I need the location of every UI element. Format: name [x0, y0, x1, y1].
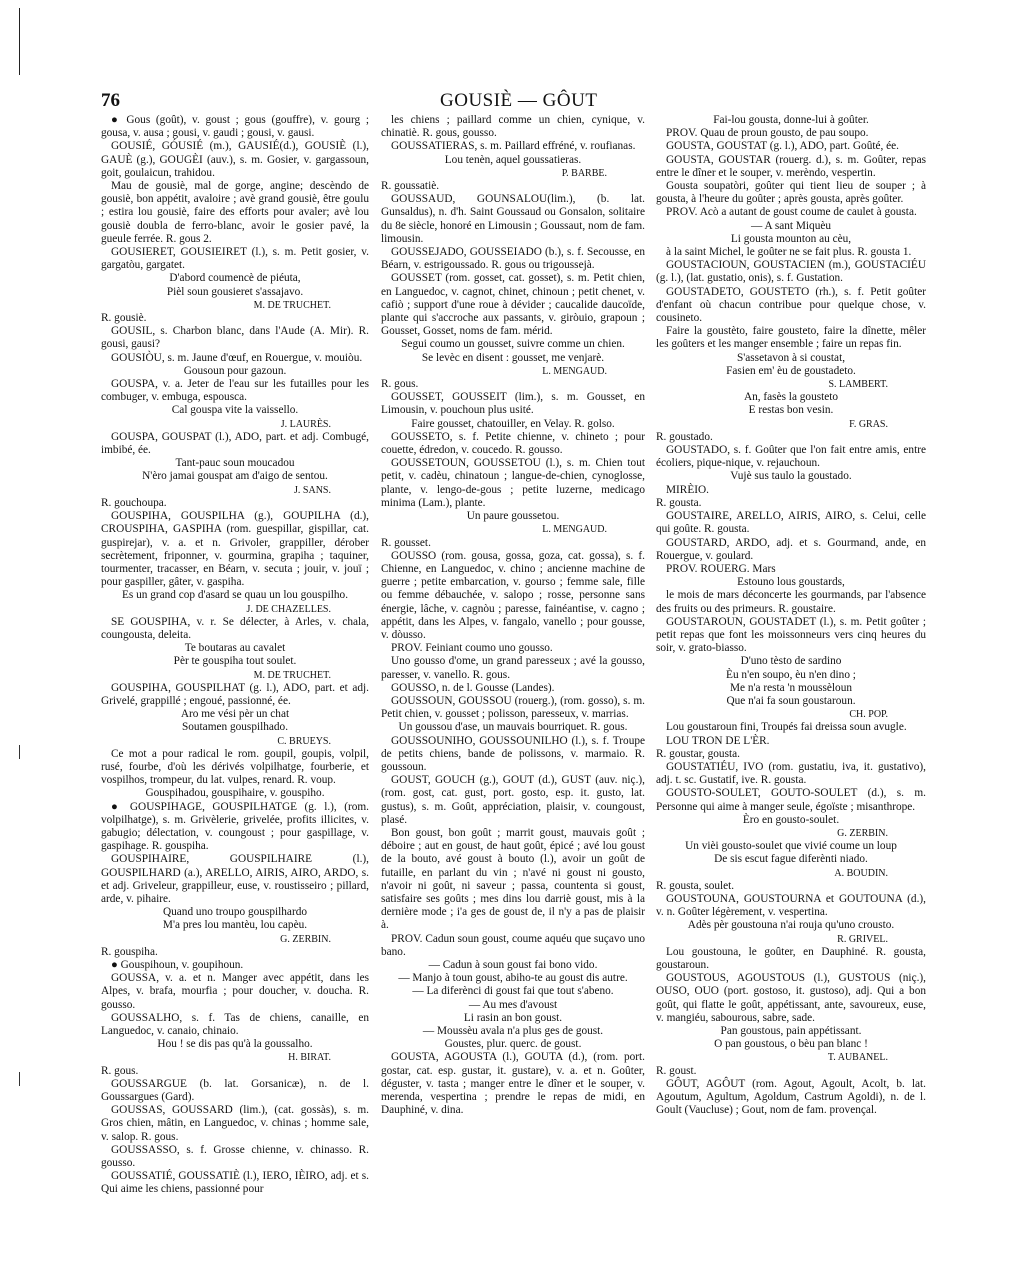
dictionary-entry: Lou goustouna, le goûter, en Dauphiné. R. gousta, goustaroun. — [656, 945, 926, 971]
dictionary-entry: Cal gouspa vite la vaissello. — [171, 404, 299, 417]
dictionary-entry: Lou goustaroun fini, Troupés fai dreissa soun avugle. — [666, 721, 907, 734]
dictionary-entry: GOUSSALHO, s. f. Tas de chiens, canaille, en Languedoc, v. canaio, chinaio. — [101, 1011, 369, 1038]
dictionary-entry: LOU TRON DE L'ÈR. — [666, 734, 770, 747]
dictionary-entry: Un vièi gousto-soulet que vivié coume un loup — [685, 840, 897, 853]
dictionary-entry: — Au mes d'avoust — [468, 998, 558, 1011]
dictionary-entry: SE GOUSPIHA, v. r. Se délecter, à Arles, v. chala, coungousta, deleita. — [101, 615, 369, 641]
dictionary-entry: GOUSTOUNA, GOUSTOURNA et GOUTOUNA (d.), v. n. Goûter légèrement, v. vespertina. — [656, 892, 926, 919]
dictionary-entry: Es un grand cop d'asard se quau un lou gouspilho. — [121, 589, 349, 602]
dictionary-entry: ● Gouspihoun, v. goupihoun. — [111, 959, 244, 971]
dictionary-entry: Te boutaras au cavalet — [184, 642, 286, 655]
dictionary-entry: GOUSPIHA, GOUSPILHAT (g. l.), ADO, part. et adj. Grivelé, grappillé ; engoué, passionné, ée. — [101, 681, 369, 707]
dictionary-entry: Tant-pauc soun moucadou — [175, 457, 295, 470]
dictionary-entry: GOUSSET, GOUSSEIT (lim.), s. m. Gousset, en Limousin, v. pouchoun plus usité. — [381, 391, 645, 417]
dictionary-entry: GOUSSOUNIHO, GOUSSOUNILHO (l.), s. f. Troupe de petits chiens, bande de polissons, v. marmaio. R. goussoun. — [381, 734, 645, 773]
dictionary-entry: Pan goustous, pain appétissant. — [720, 1025, 862, 1038]
dictionary-entry: R. goussatiè. — [381, 180, 440, 193]
dictionary-entry: Mau de gousiè, mal de gorge, angine; descèndo de gousiè, bon appétit, avaloire ; avè grand gousiè, être goulu ; estira lou gousiè, faire des efforts pour avaler; avè lou gousiè doubla de ferro-blanc, avoir le gosier pavé, la gueule ferrée. R. gous 2. — [101, 180, 369, 245]
dictionary-entry: GOUSTARD, ARDO, adj. et s. Gourmand, ande, en Rouergue, v. goulard. — [656, 536, 926, 562]
dictionary-entry: GOUSSARGUE (b. lat. Gorsanicæ), n. de l. Goussargues (Gard). — [101, 1077, 369, 1104]
dictionary-entry: Un goussou d'ase, un mauvais bourriquet. R. gous. — [398, 721, 628, 734]
running-head: GOUSIÈ — GÔUT — [440, 90, 598, 111]
dictionary-entry: R. gousta. — [656, 496, 702, 509]
dictionary-entry: E restas bon vesin. — [748, 404, 834, 417]
dictionary-entry: R. gousset. — [381, 536, 431, 549]
dictionary-entry: Fai-lou gousta, donne-lui à goûter. — [713, 114, 869, 126]
dictionary-entry: GOUST, GOUCH (g.), GOUT (d.), GUST (auv. niç.), (rom. gost, cat. gust, port. gosto, esp. it. gusto, lat. gustus), s. m. Goût, appréciation, plaisir, v. coungoust, plasé. — [381, 774, 645, 826]
dictionary-entry: Li rasin an bon goust. — [463, 1011, 563, 1024]
dictionary-entry: N'èro jamai gouspat am d'aigo de sentou. — [142, 470, 328, 483]
dictionary-entry: G. ZERBIN. — [280, 933, 331, 945]
dictionary-entry: Faire gousset, chatouiller, en Velay. R. golso. — [411, 417, 615, 430]
dictionary-entry: GOUSTACIOUN, GOUSTACIEN (m.), GOUSTACIÉU (g. l.), (lat. gustatio, onis), s. f. Gustation. — [656, 259, 926, 285]
dictionary-entry: Vujè sus taulo la goustado. — [730, 470, 852, 483]
dictionary-entry: Me n'a resta 'n moussèloun — [729, 681, 853, 694]
dictionary-entry: Adès pèr goustouna n'ai rouja qu'uno crousto. — [687, 919, 895, 932]
dictionary-entry: R. GRIVEL. — [837, 933, 888, 945]
dictionary-entry: R. goust. — [656, 1064, 697, 1077]
dictionary-entry: GOUSSAS, GOUSSARD (lim.), (cat. gossàs), s. m. Gros chien, mâtin, en Languedoc, v. chinas ; homme sale, v. salop. R. gous. — [101, 1104, 369, 1143]
dictionary-entry: M. DE TRUCHET. — [253, 299, 331, 311]
dictionary-entry: A. BOUDIN. — [834, 867, 888, 879]
dictionary-entry: Segui coumo un gousset, suivre comme un chien. — [401, 338, 625, 351]
dictionary-entry: — La diferènci di goust fai que tout s'abeno. — [412, 985, 614, 998]
dictionary-entry: GOUSSET (rom. gosset, cat. gosset), s. m. Petit chien, en Languedoc, v. cagnot, chinet, chinoun ; petit chenet, v. cafiò ; support d'une roue à dévider ; caucalide daucoïde, plante qui s'accroche aux passants, v. giròuio, grapoun ; Gousset, Gosset, noms de fam. mérid. — [381, 272, 645, 338]
margin-rule — [19, 8, 20, 75]
dictionary-entry: Fasien em' èu de goustadeto. — [726, 364, 856, 377]
dictionary-entry: Èu n'en soupo, èu n'en dino ; — [726, 668, 856, 681]
dictionary-entry: J. LAURÈS. — [280, 418, 331, 430]
dictionary-entry: GOUSSOUN, GOUSSOU (rouerg.), (rom. gosso), s. m. Petit chien, v. gousset ; polisson, paresseux, v. marrias. — [381, 694, 645, 721]
dictionary-entry: Hou ! se dis pas qu'à la goussalho. — [157, 1038, 313, 1051]
dictionary-entry: Li gousta mounton au cèu, — [730, 232, 852, 245]
dictionary-entry: — Moussèu avala n'a plus ges de goust. — [422, 1025, 604, 1038]
dictionary-entry: Un paure goussetou. — [466, 510, 560, 523]
margin-tick — [19, 745, 20, 759]
dictionary-entry: GOUSSASSO, s. f. Grosse chienne, v. chinasso. R. gousso. — [101, 1143, 369, 1170]
dictionary-entry: GOUSPA, v. a. Jeter de l'eau sur les futailles pour les combuger, v. embuga, espousca. — [101, 378, 369, 404]
dictionary-entry: — Cadun à soun goust fai bono vido. — [428, 959, 598, 971]
dictionary-entry: J. SANS. — [294, 484, 331, 496]
dictionary-entry: O pan goustous, o bèu pan blanc ! — [714, 1038, 868, 1051]
dictionary-entry: ● Gous (goût), v. goust ; gous (gouffre), v. gourg ; gousa, v. ausa ; gousi, v. gaudi ; gousi, v. gausi. — [101, 114, 369, 140]
dictionary-entry: GÔUT, AGÔUT (rom. Agout, Agoult, Acolt, b. lat. Agoutum, Agultum, Agoldum, Castrum Agoldi), n. de l. Goult (Vaucluse) ; Gout, nom de fam. provençal. — [656, 1077, 926, 1117]
page-number: 76 — [101, 90, 120, 111]
dictionary-entry: J. DE CHAZELLES. — [246, 603, 331, 615]
dictionary-entry: GOUSTAROUN, GOUSTADET (l.), s. m. Petit goûter ; petit repas que font les moissonneurs vers cinq heures du soir, v. grato-biasso. — [656, 615, 926, 655]
dictionary-entry: L. MENGAUD. — [542, 365, 607, 377]
dictionary-entry: ● GOUSPIHAGE, GOUSPILHATGE (g. l.), (rom. volpilhatge), s. m. Grivèlerie, grivelée, profits illicites, v. gabugio; délectation, v. coungoust ; pour gaspillage, v. gaspihage. R. gouspiha. — [101, 800, 369, 853]
dictionary-entry: GOUSSATIÉ, GOUSSATIÈ (l.), IERO, IÈIRO, adj. et s. Qui aime les chiens, passionné pour — [101, 1170, 369, 1196]
dictionary-entry: Estouno lous goustards, — [737, 576, 845, 589]
dictionary-entry: Quand uno troupo gouspilhardo — [162, 906, 308, 919]
dictionary-entry: Gouspihadou, gouspihaire, v. gouspiho. — [145, 787, 325, 800]
dictionary-entry: R. goustado. — [656, 430, 713, 443]
dictionary-entry: P. BARBE. — [561, 167, 607, 179]
dictionary-entry: R. gousta, soulet. — [656, 879, 735, 892]
dictionary-entry: Faire la goustèto, faire gousteto, faire la dînette, mêler les goûters et les manger ensemble ; faire un repas fin. — [656, 325, 926, 351]
dictionary-entry: R. goustar, gousta. — [656, 747, 740, 760]
dictionary-entry: Èro en gousto-soulet. — [742, 813, 840, 826]
dictionary-entry: M. DE TRUCHET. — [253, 669, 331, 681]
dictionary-entry: D'abord coumencè de piéuta, — [169, 272, 301, 285]
dictionary-entry: S. LAMBERT. — [828, 379, 888, 391]
dictionary-entry: GOUSIL, s. Charbon blanc, dans l'Aude (A. Mir). R. gousi, gausi? — [101, 325, 369, 351]
dictionary-entry: R. gous. — [381, 378, 419, 391]
dictionary-entry: GOUSSATIERAS, s. m. Paillard effréné, v. roufianas. — [391, 140, 636, 153]
dictionary-entry: Se levèc en disent : gousset, me venjarè. — [421, 351, 605, 364]
dictionary-entry: R. gousiè. — [101, 312, 147, 325]
dictionary-entry: le mois de mars déconcerte les gourmands, par l'absence des fruits ou des primeurs. R. goustaire. — [656, 589, 926, 615]
dictionary-entry: Lou tenèn, aquel goussatieras. — [444, 153, 582, 166]
dictionary-entry: à la saint Michel, le goûter ne se fait plus. R. gousta 1. — [666, 246, 912, 259]
dictionary-entry: GOUSTADO, s. f. Goûter que l'on fait entre amis, entre écoliers, pique-nique, v. rejauchoun. — [656, 444, 926, 470]
dictionary-entry: — A sant Miquèu — [750, 219, 832, 232]
dictionary-entry: De sis escut fague diferènti niado. — [714, 853, 868, 866]
dictionary-entry: GOUSTADETO, GOUSTETO (rh.), s. f. Petit goûter d'enfant où chacun contribue pour quelque chose, v. cousineto. — [656, 285, 926, 325]
dictionary-entry: PROV. Feiniant coumo uno gousso. — [391, 642, 553, 655]
dictionary-entry: GOUSTA, GOUSTAT (g. l.), ADO, part. Goûté, ée. — [666, 140, 899, 153]
dictionary-entry: F. GRAS. — [849, 418, 888, 430]
dictionary-entry: An, fasès la gousteto — [743, 391, 839, 404]
dictionary-entry: D'uno tèsto de sardino — [740, 655, 842, 668]
dictionary-entry: G. ZERBIN. — [837, 827, 888, 839]
dictionary-entry: les chiens ; paillard comme un chien, cynique, v. chinatiè. R. gous, gousso. — [381, 114, 645, 140]
dictionary-entry: Soutamen gouspilhado. — [181, 721, 289, 734]
dictionary-entry: Gousta soupatòri, goûter qui tient lieu de souper ; à gousta, à l'heure du goûter ; après gousta, après goûter. — [656, 180, 926, 206]
dictionary-entry: Ce mot a pour radical le rom. goupil, goupis, volpil, rusé, fourbe, d'où les dérivés volpilhatge, fourberie, et vospilhos, trompeur, du lat. vulpes, renard. R. voup. — [101, 747, 369, 787]
dictionary-column-2 — [381, 114, 645, 1274]
dictionary-entry: T. AUBANEL. — [827, 1052, 888, 1064]
dictionary-entry: GOUSPA, GOUSPAT (l.), ADO, part. et adj. Combugé, imbibé, ée. — [101, 430, 369, 457]
dictionary-entry: R. gouspiha. — [101, 945, 158, 958]
dictionary-entry: Aro me vési pèr un chat — [180, 708, 290, 721]
dictionary-entry: GOUSSETO, s. f. Petite chienne, v. chineto ; pour couette, édredon, v. coucedo. R. gousso. — [381, 430, 645, 457]
dictionary-entry: Que n'ai fa soun goustaroun. — [726, 694, 856, 707]
dictionary-entry: CH. POP. — [849, 709, 888, 721]
dictionary-column-1 — [101, 114, 369, 1274]
dictionary-entry: S'assetavon à si coustat, — [736, 351, 846, 364]
dictionary-entry: GOUSPIHAIRE, GOUSPILHAIRE (l.), GOUSPILHARD (a.), ARELLO, AIRIS, AIRO, ARDO, s. et adj. Griveleur, grappilleur, euse, v. roustisseiro ; pillard, arde, v. pihaire. — [101, 853, 369, 905]
dictionary-entry: GOUSSEJADO, GOUSSEIADO (b.), s. f. Secousse, en Béarn, v. estrigoussado. R. gous ou trigoussejà. — [381, 246, 645, 272]
dictionary-entry: PROV. ROUERG. Mars — [666, 562, 776, 575]
dictionary-column-3 — [656, 114, 926, 1274]
dictionary-entry: H. BIRAT. — [288, 1052, 331, 1064]
dictionary-entry: GOUSTATIÉU, IVO (rom. gustatiu, iva, it. gustativo), adj. t. sc. Gustatif, ive. R. gousta. — [656, 760, 926, 787]
dictionary-entry: C. BRUEYS. — [277, 735, 331, 747]
dictionary-entry: — Manjo à toun goust, abiho-te au goust dis autre. — [398, 972, 628, 985]
dictionary-entry: PROV. Acò a autant de goust coume de caulet à gousta. — [666, 206, 917, 219]
dictionary-entry: GOUSIÉ, GÓUSIÉ (m.), GAUSIÉ(d.), GOUSIÈ (l.), GAUÈ (g.), GOUGÈI (auv.), s. m. Gosier, v. gargassoun, goit, goulaicun, trahidou. — [101, 140, 369, 179]
dictionary-entry: L. MENGAUD. — [542, 524, 607, 536]
dictionary-entry: GOUSSO (rom. gousa, gossa, goza, cat. gossa), s. f. Chienne, en Languedoc, v. chino ; ancienne machine de guerre ; petite embarcation, v. gourso ; femme sale, fille ou femme débauchée, v. salopo ; rosse, personne sans énergie, lâche, v. cagnòu ; paresse, fainéantise, v. cagno ; appétit, dans les Alpes, v. fangalo, vanello ; pour gousse, v. dòusso. — [381, 549, 645, 641]
dictionary-entry: Pièl soun gousieret s'assajavo. — [166, 285, 304, 298]
dictionary-entry: PROV. Cadun soun goust, coume aquéu que suçavo uno bano. — [381, 932, 645, 958]
dictionary-entry: GOUSPIHA, GOUSPILHA (g.), GOUPILHA (d.), CROUSPIHA, GASPIHA (rom. guespillar, gispillar, cat. guspirejar), v. a. et n. Grivoler, grappiller, dérober secrètement, friponner, v. gourmina, grapiha ; taquiner, tourmenter, tracasser, en Béarn, v. secuta ; jouir, v. jouï ; pour gaspiller, gâter, v. gaspiha. — [101, 510, 369, 589]
dictionary-entry: GOUSSETOUN, GOUSSETOU (l.), s. m. Chien tout petit, v. cadèu, chinatoun ; langue-de-chien, cynoglosse, plante, v. lengo-de-gous ; petite luzerne, medicago minima (Lam.), plante. — [381, 457, 645, 509]
dictionary-entry: GOUSIÒU, s. m. Jaune d'œuf, en Rouergue, v. mouiòu. — [111, 351, 363, 364]
dictionary-entry: Uno gousso d'ome, un grand paresseux ; avé la gousso, paresser, v. vanello. R. gous. — [381, 655, 645, 681]
dictionary-entry: Goustes, plur. querc. de goust. — [444, 1038, 582, 1051]
dictionary-entry: Gousoun pour gazoun. — [183, 364, 287, 377]
dictionary-entry: GOUSTAIRE, ARELLO, AIRIS, AIRO, s. Celui, celle qui goûte. R. gousta. — [656, 510, 926, 536]
dictionary-entry: Bon goust, bon goût ; marrit goust, mauvais goût ; déboire ; aut en goust, de haut goût, épicé ; avé lou goust de la bouto, avé goust à bouto (l.), avoir un goût de futaille, en parlant du vin ; n'avé ni goust ni gousto, n'avoir ni goût, ni saveur ; passa, countenta si goust, satisfaire ses goûts ; mes dins lou darriè goust, mis à la dernière mode ; i'a ges de goust de, il n'y a pas de plaisir à. — [381, 826, 645, 932]
dictionary-entry: R. gous. — [101, 1064, 139, 1077]
dictionary-entry: GOUSTA, AGOUSTA (l.), GOUTA (d.), (rom. port. gostar, cat. esp. gustar, it. gustare), v. a. et n. Goûter, déguster, v. tasta ; manger entre le dîner et le souper, v. merenda, vespertina ; prendre le repas de midi, en Dauphiné, v. dina. — [381, 1051, 645, 1117]
dictionary-entry: R. gouchoupa. — [101, 496, 167, 509]
dictionary-entry: GOUSIERET, GOUSIEIRET (l.), s. m. Petit gosier, v. gargatòu, gargatet. — [101, 246, 369, 272]
dictionary-entry: M'a pres lou mantèu, lou capèu. — [162, 919, 308, 932]
dictionary-entry: Pèr te gouspiha tout soulet. — [173, 655, 297, 668]
dictionary-entry: MIRÈIO. — [666, 483, 709, 496]
dictionary-entry: GOUSSA, v. a. et n. Manger avec appétit, dans les Alpes, v. brafa, mourfia ; pour doucher, v. doucha. R. gousso. — [101, 972, 369, 1011]
dictionary-entry: GOUSSAUD, GOUNSALOU(lim.), (b. lat. Gunsaldus), n. d'h. Saint Goussaud ou Gonsalon, solitaire du 8e siècle, honoré en Limousin ; Goussaut, nom de fam. limousin. — [381, 193, 645, 245]
dictionary-entry: PROV. Quau de proun gousto, de pau soupo. — [666, 127, 869, 140]
dictionary-entry: GOUSTO-SOULET, GOUTO-SOULET (d.), s. m. Personne qui aime à manger seule, égoïste ; misanthrope. — [656, 787, 926, 813]
dictionary-entry: GOUSTOUS, AGOUSTOUS (l.), GUSTOUS (niç.), OUSO, OUO (port. gostoso, it. gustoso), adj. Qui a bon goût, qui flatte le goût, appétissant, ante, savoureux, euse, v. mangiéu, sabourous, sabre, sade. — [656, 972, 926, 1024]
margin-tick — [19, 1072, 20, 1086]
dictionary-entry: GOUSSO, n. de l. Gousse (Landes). — [391, 681, 555, 694]
dictionary-entry: GOUSTA, GOUSTAR (rouerg. d.), s. m. Goûter, repas entre le dîner et le souper, v. merèndo, vespertin. — [656, 153, 926, 179]
